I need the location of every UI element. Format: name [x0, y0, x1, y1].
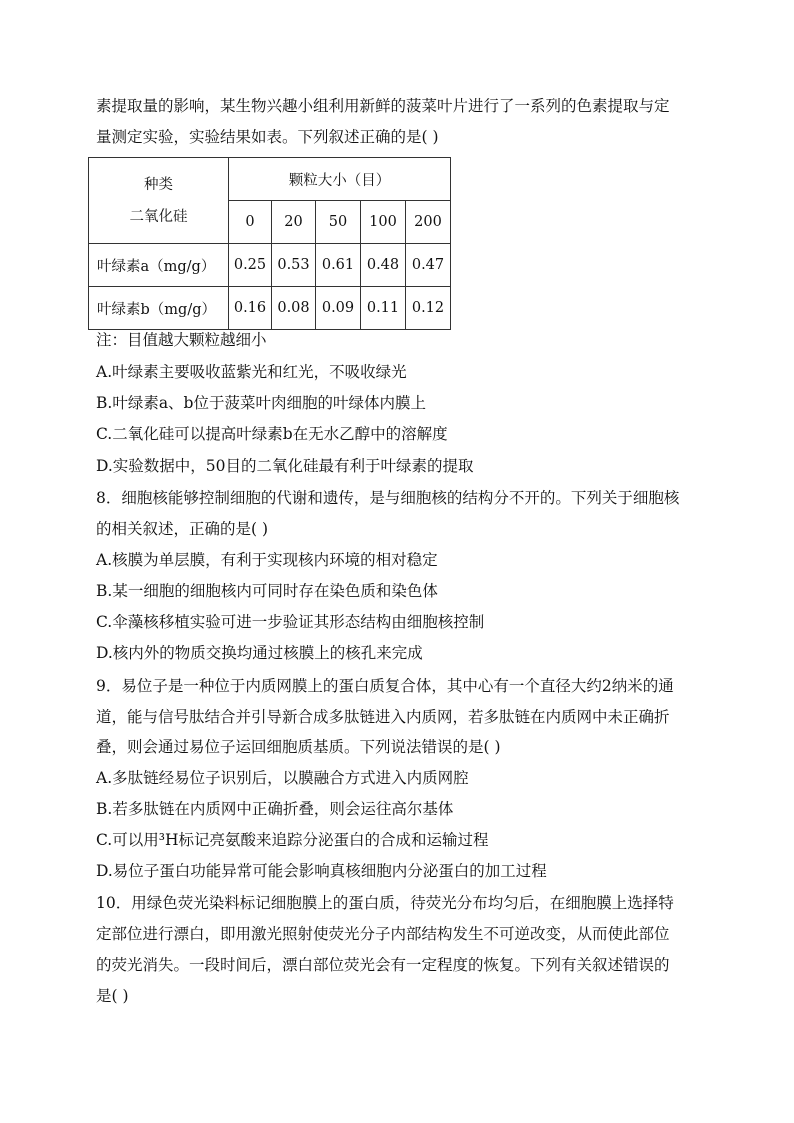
q9-option-c: C.可以用³H标记亮氨酸来追踪分泌蛋白的合成和运输过程 — [96, 831, 489, 849]
q7-option-a: A.叶绿素主要吸收蓝紫光和红光，不吸收绿光 — [96, 363, 407, 381]
table-cell: 0.11 — [361, 287, 406, 330]
q9-stem-line-3: 叠，则会通过易位子运回细胞质基质。下列说法错误的是( ) — [96, 738, 501, 756]
q9-option-a: A.多肽链经易位子识别后，以膜融合方式进入内质网腔 — [96, 769, 469, 787]
corner-label-silica: 二氧化硅 — [129, 208, 188, 225]
intro-line-1: 素提取量的影响，某生物兴趣小组利用新鲜的菠菜叶片进行了一系列的色素提取与定 — [96, 97, 670, 115]
intro-line-2: 量测定实验，实验结果如表。下列叙述正确的是( ) — [96, 128, 439, 146]
q8-stem-line-2: 的相关叙述，正确的是( ) — [96, 520, 269, 538]
q7-option-b: B.叶绿素a、b位于菠菜叶肉细胞的叶绿体内膜上 — [96, 394, 426, 412]
table-cell: 0.48 — [361, 244, 406, 287]
table-cell: 0.12 — [406, 287, 451, 330]
row-label-chlorophyll-b: 叶绿素b（mg/g） — [89, 287, 229, 330]
table-row — [89, 287, 451, 330]
column-header: 50 — [316, 201, 361, 244]
q7-option-d: D.实验数据中，50目的二氧化硅最有利于叶绿素的提取 — [96, 457, 474, 475]
q9-stem-line-1: 9．易位子是一种位于内质网膜上的蛋白质复合体，其中心有一个直径大约2纳米的通 — [96, 677, 674, 695]
table-cell: 0.25 — [229, 244, 272, 287]
q8-option-c: C.伞藻核移植实验可进一步验证其形态结构由细胞核控制 — [96, 613, 485, 631]
q9-option-b: B.若多肽链在内质网中正确折叠，则会运往高尔基体 — [96, 800, 454, 818]
table-cell: 0.16 — [229, 287, 272, 330]
q8-option-a: A.核膜为单层膜，有利于实现核内环境的相对稳定 — [96, 551, 438, 569]
q8-option-b: B.某一细胞的细胞核内可同时存在染色质和染色体 — [96, 582, 438, 600]
table-cell: 0.47 — [406, 244, 451, 287]
q10-stem-line-4: 是( ) — [96, 987, 129, 1005]
q10-stem-line-1: 10．用绿色荧光染料标记细胞膜上的蛋白质，待荧光分布均匀后，在细胞膜上选择特 — [96, 894, 674, 912]
q8-stem-line-1: 8．细胞核能够控制细胞的代谢和遗传，是与细胞核的结构分不开的。下列关于细胞核 — [96, 489, 680, 507]
table-cell: 0.09 — [316, 287, 361, 330]
table-row — [89, 244, 451, 287]
table-note: 注：目值越大颗粒越细小 — [96, 331, 267, 349]
q8-option-d: D.核内外的物质交换均通过核膜上的核孔来完成 — [96, 644, 423, 662]
results-table — [88, 157, 451, 330]
column-header: 20 — [272, 201, 316, 244]
q10-stem-line-3: 的荧光消失。一段时间后，漂白部位荧光会有一定程度的恢复。下列有关叙述错误的 — [96, 956, 670, 974]
column-header: 200 — [406, 201, 451, 244]
table-cell: 0.53 — [272, 244, 316, 287]
q9-option-d: D.易位子蛋白功能异常可能会影响真核细胞内分泌蛋白的加工过程 — [96, 862, 547, 880]
row-label-chlorophyll-a: 叶绿素a（mg/g） — [89, 244, 229, 287]
corner-label-category: 种类 — [144, 176, 173, 193]
q9-stem-line-2: 道，能与信号肽结合并引导新合成多肽链进入内质网，若多肽链在内质网中未正确折 — [96, 708, 670, 726]
group-header: 颗粒大小（目） — [229, 158, 451, 201]
results-table-wrapper — [88, 157, 450, 330]
column-header: 0 — [229, 201, 272, 244]
table-cell: 0.61 — [316, 244, 361, 287]
column-header: 100 — [361, 201, 406, 244]
q10-stem-line-2: 定部位进行漂白，即用激光照射使荧光分子内部结构发生不可逆改变，从而使此部位 — [96, 925, 670, 943]
q7-option-c: C.二氧化硅可以提高叶绿素b在无水乙醇中的溶解度 — [96, 425, 448, 443]
table-cell: 0.08 — [272, 287, 316, 330]
table-corner-cell — [89, 158, 229, 244]
